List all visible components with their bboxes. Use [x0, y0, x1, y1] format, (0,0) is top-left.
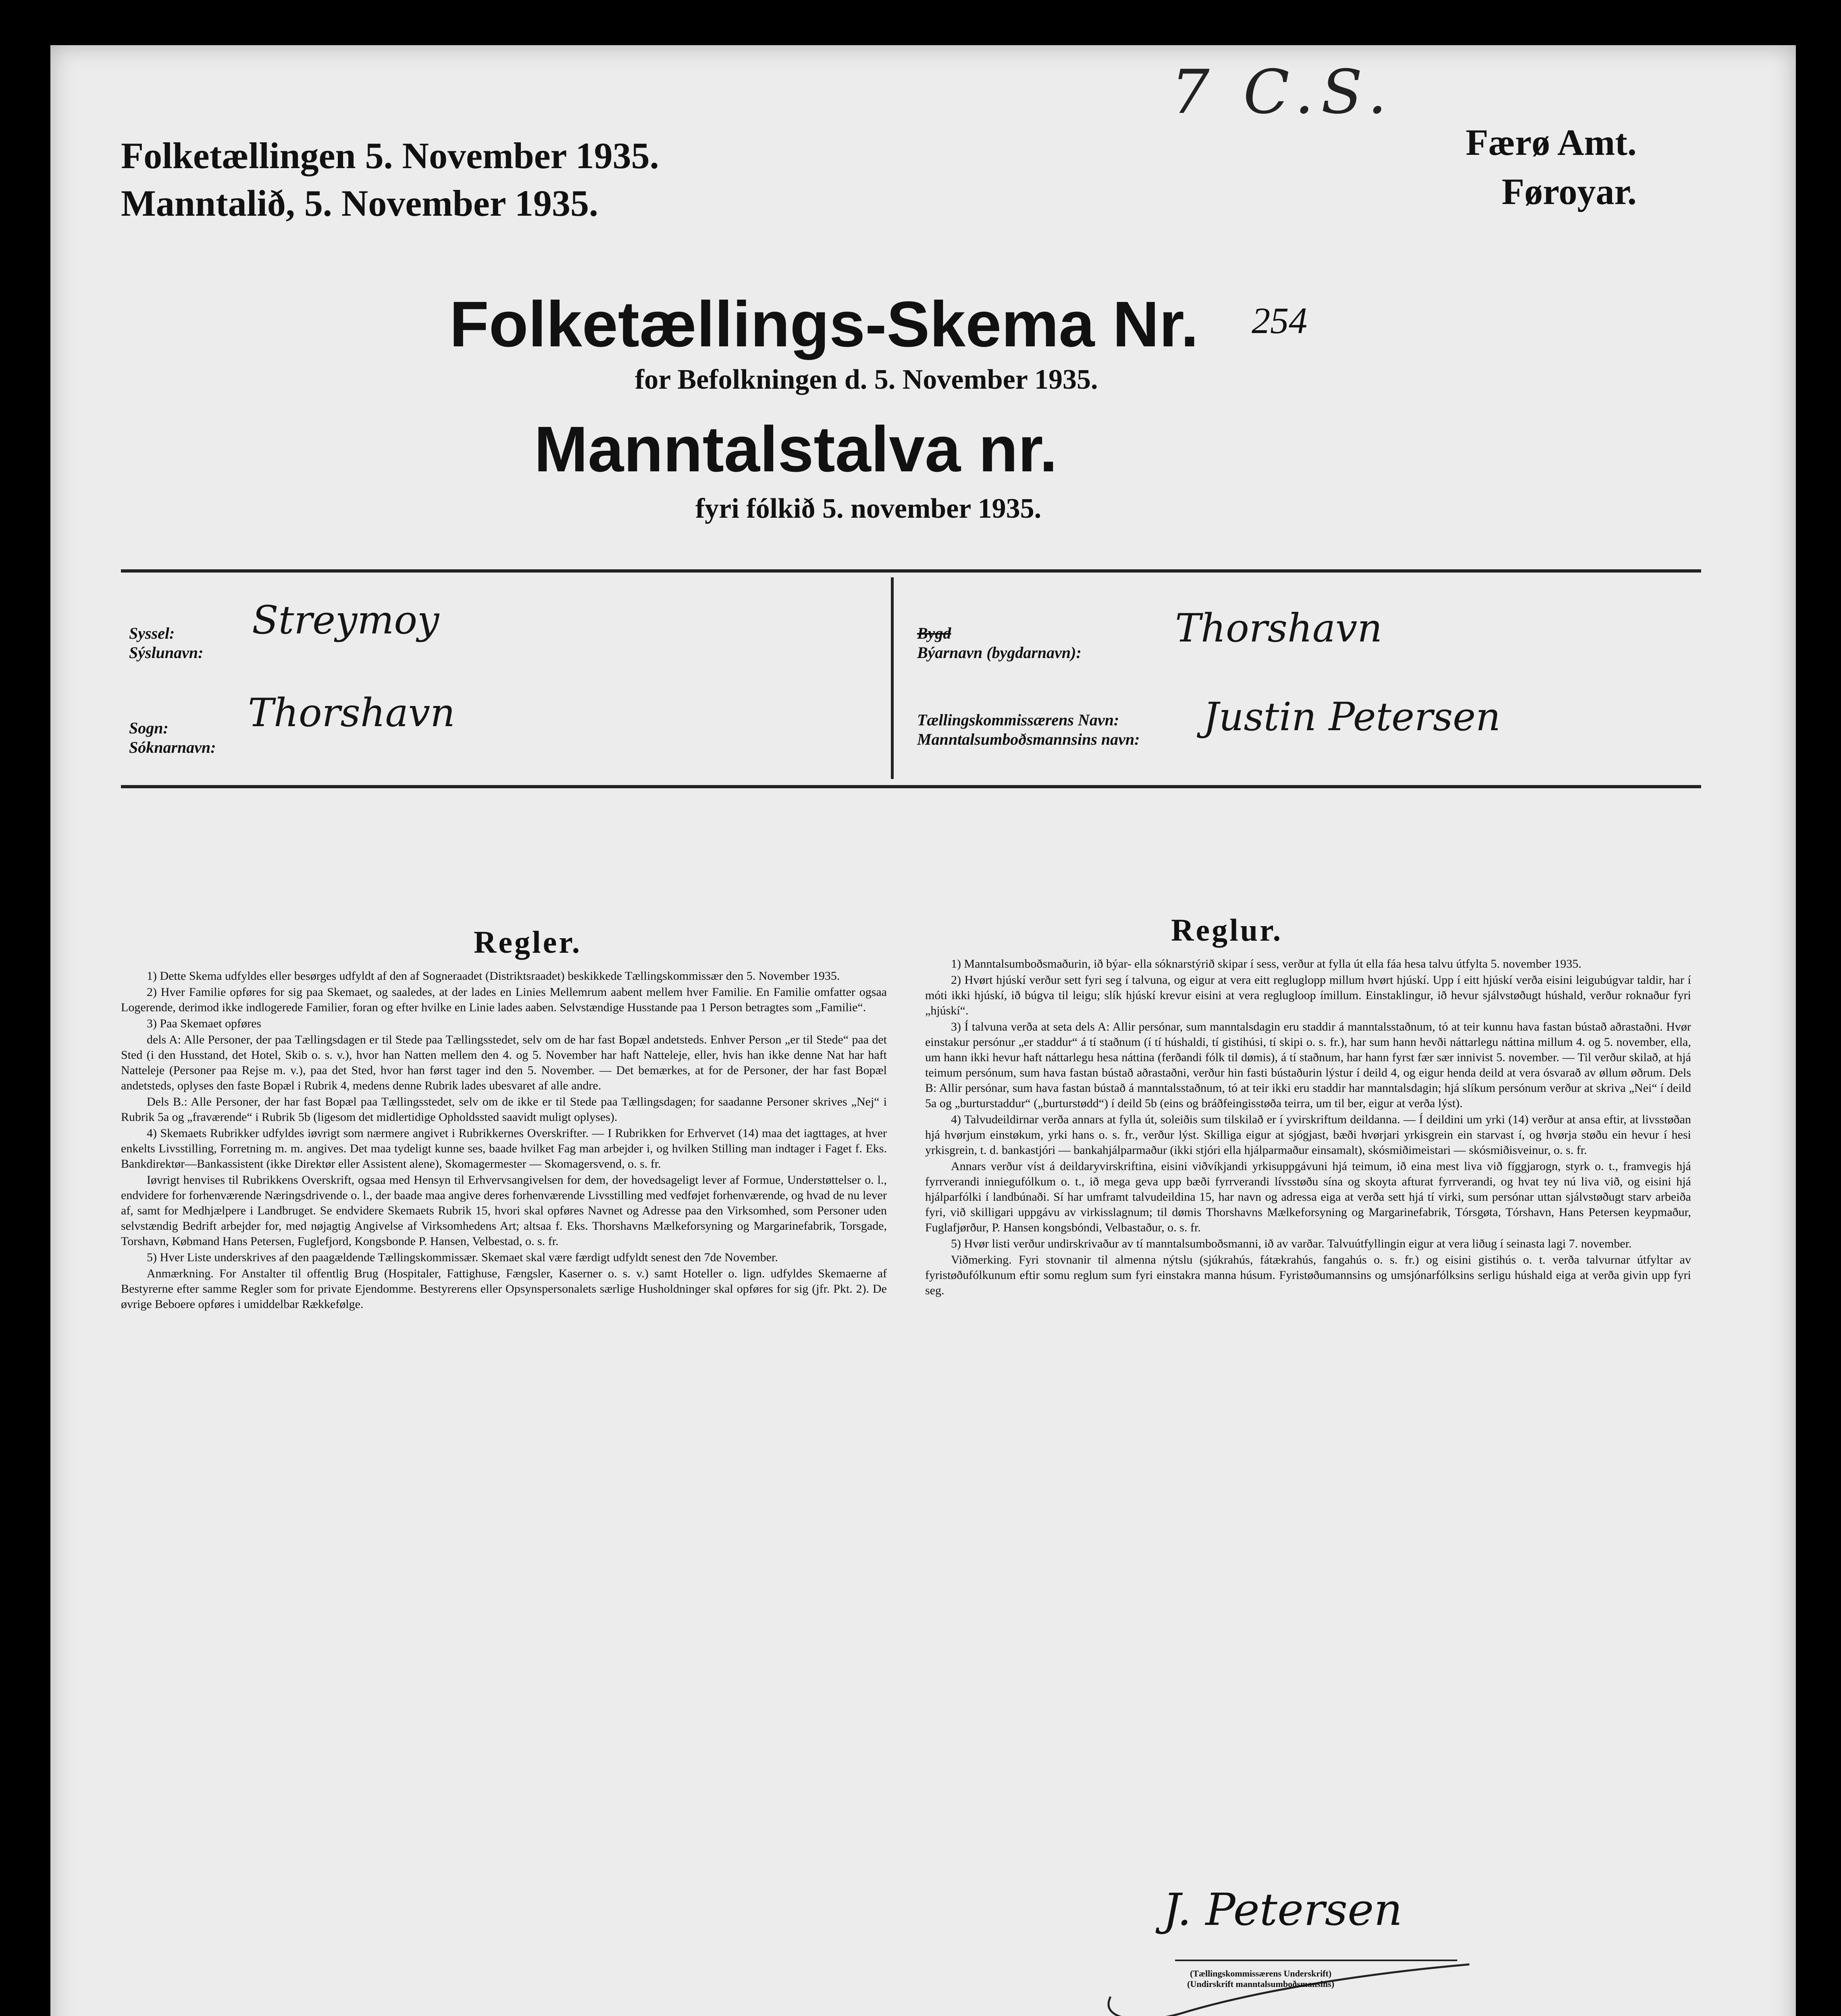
field-column-divider: [891, 577, 894, 779]
sogn-label-da: Sogn:: [129, 719, 168, 737]
signature-caption-da: (Tællingskommissærens Underskrift): [1190, 1968, 1331, 1979]
signature-caption-fo: (Undirskrift manntalsumboðsmansins): [1187, 1979, 1334, 1989]
regler-paragraph: 2) Hver Familie opføres for sig paa Skemaet, og saaledes, at der lades en Linies Mellemrum aabent mellem hver Familie. En Familie omfatter ogsaa Logerende, derimod ikke indlogerede Familier, foran og efter hvilke en Linie lades aaben. Selvstændige Husstande paa 1 Person betragtes som „Familie“.: [121, 985, 887, 1014]
reglur-paragraph: 1) Manntalsumboðsmaðurin, ið býar- ella sóknarstýrið skipar í sess, verður at fylla út ella fáa hesa talvu útfylta 5. november 1935.: [951, 957, 1581, 971]
regler-paragraph: 3) Paa Skemaet opføres: [147, 1017, 262, 1030]
sogn-field: [129, 719, 216, 757]
reglur-paragraph: 5) Hvør listi verður undirskrivaður av tí manntalsumboðsmanni, ið av varðar. Talvuútfyllingin eigur at vera liðug í seinasta lagi 7. november.: [951, 1237, 1632, 1250]
header-right: [1466, 118, 1637, 216]
reglur-paragraph: Viðmerking. Fyri stovnanir til almenna nýtslu (sjúkrahús, fátækrahús, fangahús o. s. fr.) og eisini gistihús o. t. verða talvurnar útfyltar av fyristøðufólkunum eftir somu reglum sum fyri einstakra manna húsum. Fyristøðumannsins og umsjónarfólksins serligu húshald eiga at verða givin upp fyri seg.: [925, 1253, 1691, 1297]
header-left: [121, 132, 659, 227]
syssel-value: Streymoy: [252, 598, 439, 643]
bygd-value: Thorshavn: [1175, 606, 1382, 651]
regler-paragraph: Iøvrigt henvises til Rubrikkens Overskrift, ogsaa med Hensyn til Erhvervsangivelsen for dem, der hovedsageligt lever af Formue, Understøttelser o. l., endvidere for forhenværende Næringsdrivende o. l., der baade maa angive deres forhenværende Livsstilling med vedføjet forhenværende, og hvad de nu lever af, samt for Medhjælpere i Landbruget. Se endvidere Skemaets Rubrik 15, hvori skal opføres Navnet og Adresse paa den Virksomhed, som Personer uden selvstændig Bedrift arbejder for, med nøjagtig Angivelse af Virksomhedens Art; altsaa f. Eks. Thorshavns Mælkeforsyning og Margarinefabrik, Torsgade, Torshavn, Købmand Hans Petersen, Fuglefjord, Kongsbonde P. Hansen, Velbestad, o. s. fr.: [121, 1173, 887, 1248]
commissioner-signature: J. Petersen: [1163, 1884, 1402, 1935]
region-name-fo: Føroyar.: [1502, 171, 1637, 212]
form-title-fo: Manntalstalva nr.: [534, 413, 1058, 485]
regler-paragraph: Anmærkning. For Anstalter til offentlig Brug (Hospitaler, Fattighuse, Fængsler, Kaserner o. s. v.) samt Hoteller o. lign. udfyldes Skemaerne af Bestyrerne efter samme Regler som for private Ejendomme. Bestyrerens eller Opsynspersonalets særlige Husholdninger skal opføres for sig (jfr. Pkt. 2). De øvrige Beboere opføres i umiddelbar Rækkefølge.: [121, 1267, 887, 1311]
form-subtitle-fo: fyri fólkið 5. november 1935.: [695, 493, 1042, 524]
reglur-paragraph: 2) Hvørt hjúskí verður sett fyri seg í talvuna, og eigur at vera eitt regluglopp millum hvørt hjúskí. Upp í eitt hjúskí verða eisini leigubúgvar taldir, har í móti ikki hjúskí, ið búgva til leigu; slík hjúskí krevur eisini at vera reglugloop ímillum. Einstaklingur, ið hevur sjálvstøðugt húshald, verður roknaður fyri „hjúskí“.: [925, 973, 1691, 1017]
census-form-sheet: [50, 45, 1796, 2016]
reglur-column: [925, 956, 1691, 1299]
sogn-value: Thorshavn: [248, 690, 455, 735]
regler-paragraph: Dels B.: Alle Personer, der har fast Bopæl paa Tællingsstedet, selv om de ikke er til Stede paa Tællingsdagen; for saadanne Personer skrives „Nej“ i Rubrik 5a og „fraværende“ i Rubrik 5b (ligesom det midlertidige Opholdssted saavidt muligt oplyses).: [121, 1095, 887, 1124]
region-name-da: Færø Amt.: [1465, 122, 1637, 163]
header-title-da: Folketællingen 5. November 1935.: [121, 135, 659, 176]
syssel-label-da: Syssel:: [129, 624, 175, 642]
reglur-paragraph: 4) Talvudeildirnar verða annars at fylla út, soleiðis sum tilskilað er í yvirskriftum deildanna. — Í deildini um yrki (14) verður at ansa eftir, at livsstøðan hjá hvørjum einstøkum, yrki hans o. s. fr., verður lýst. Skilliga eigur at sjógjast, bæði hvørjari yrkisgrein ein starvast í, og hvørja støðu ein hevur í hesi yrkisgrein, t. d. bankastjóri — bankahjálparmaður (ikki stjóri ella hjálparmaður einsamalt), skósmiðimeistari — skósmiðisveinur, o. s. fr.: [925, 1113, 1691, 1157]
regler-paragraph: 4) Skemaets Rubrikker udfyldes iøvrigt som nærmere angivet i Rubrikkernes Overskrifter. — I Rubrikken for Erhvervet (14) maa det iagttages, at hver enkelts Livsstilling, Forretning m. m. angives. Det maa tydeligt kunne ses, baade hvilket Fag man arbejder i, og hvilken Stilling man indtager i Faget f. Eks. Bankdirektør—Bankassistent (ikke Direktør eller Assistent alene), Skomagermester — Skomagersvend, o. s. fr.: [121, 1127, 887, 1170]
syssel-field: [129, 624, 204, 662]
top-divider: [121, 569, 1701, 573]
regler-heading: Regler.: [474, 925, 582, 960]
reglur-paragraph: 3) Í talvuna verða at seta dels A: Allir persónar, sum manntalsdagin eru staddir á manntalsstaðnum, tó at teir kunnu hava fastan bústað aðrastaðni. Hvør einstakur persónur „er staddur“ á tí staðnum (í tí húshaldi, tí gistihúsi, tí skipi o. s. fr.), har sum hann hevði náttarlegu náttina millum 4. og 5. november, ella, um hann ikki hevur haft náttarlegu hesa náttina (ferðandi fólk til dømis), á tí staðnum, har hann fyrst fær sær innivist 5. november. — Til verður skilað, at hjá teimum persónum, sum hava fastan bústað aðrastaðni, verður hin fasti bústaðurin lýstur í deild 4, og eigur henda deild at vera ósvarað av øllum øðrum. Dels B: Allir persónar, sum hava fastan bústað á manntalsstaðnum, tó at teir ikki eru staddir har manntalsdagin; hjá slíkum persónum verður at skriva „Nei“ í deild 5a og „burturstaddur“ („burturstødd“) í deild 5b (eins og bráðfeingisstøða teirra, um til ber, eigur at verða lýst).: [925, 1020, 1691, 1110]
form-number: 254: [1252, 300, 1307, 341]
bygd-field: [917, 624, 1082, 662]
kommissaer-value: Justin Petersen: [1203, 694, 1501, 739]
regler-paragraph: 1) Dette Skema udfyldes eller besørges udfyldt af den af Sogneraadet (Distriktsraadet) beskikkede Tællingskommissær den 5. November 1935.: [147, 969, 840, 983]
header-title-fo: Manntalið, 5. November 1935.: [121, 183, 599, 224]
bottom-divider: [121, 785, 1701, 788]
bygd-label-struck: Bygd: [917, 624, 951, 642]
reglur-paragraph: Annars verður víst á deildaryvirskriftina, eisini viðvíkjandi yrkisuppgávuni hjá teimum, ið eina mest liva við fíggjarogn, styrk o. t., framvegis hjá fyrrverandi inniegufólkum o. t., ið mega geva upp bæði fyrrverandi lívsstøðu sína og skoyta afturat fyrrverandi, og hvat tey nú liva við, og eisini hjá hjálparfólki í landbúnaði. Sí har umframt talvudeildina 15, har navn og adressa eiga at verða sett hjá tí virki, sum persónar uttan sjálvstøðugt starv arbeiða fyri, við skilligari uppgávu av virkisslagnum; til dømis Thorshavns Mælkeforsyning og Margarinefabrik, Tórsgøta, Tórshavn, Hans Petersen keypmaður, Fuglafjørður, P. Hansen kongsbóndi, Velbastaður, o. s. fr.: [925, 1160, 1691, 1234]
regler-paragraph: 5) Hver Liste underskrives af den paagældende Tællingskommissær. Skemaet skal være færdigt udfyldt senest den 7de November.: [147, 1251, 778, 1264]
form-subtitle-da: for Befolkningen d. 5. November 1935.: [635, 364, 1098, 395]
kommissaer-label-fo: Manntalsumboðsmannsins navn:: [917, 730, 1140, 748]
bygd-label: Býarnavn (bygdarnavn):: [917, 644, 1082, 662]
regler-column: [121, 968, 887, 1313]
reglur-heading: Reglur.: [1171, 912, 1283, 948]
form-title-da: Folketællings-Skema Nr.: [449, 288, 1199, 360]
kommissaer-label-da: Tællingskommissærens Navn:: [917, 711, 1119, 729]
signature-caption: [1187, 1968, 1334, 1989]
kommissaer-field: [917, 710, 1140, 749]
sogn-label-fo: Sóknarnavn:: [129, 738, 216, 756]
syssel-label-fo: Sýslunavn:: [129, 644, 204, 662]
regler-paragraph: dels A: Alle Personer, der paa Tællingsdagen er til Stede paa Tællingsstedet, selv om de har fast Bopæl andetsteds. Enhver Person „er til Stede“ paa det Sted (i den Husstand, det Hotel, Skib o. s. v.), hvor han Natten mellem den 4. og 5. November har haft Natteleje, eller, hvis han ikke denne Nat har haft Natteleje (Personer paa Rejse m. v.), paa det Sted, hvor han først tager ind den 5. November. — Det bemærkes, at for de Personer, der har fast Bopæl andetsteds, oplyses den faste Bopæl i Rubrik 4, medens denne Rubrik lades ubesvaret af alle andre.: [121, 1033, 887, 1092]
handwritten-reference: 7 C.S.: [1171, 57, 1394, 127]
